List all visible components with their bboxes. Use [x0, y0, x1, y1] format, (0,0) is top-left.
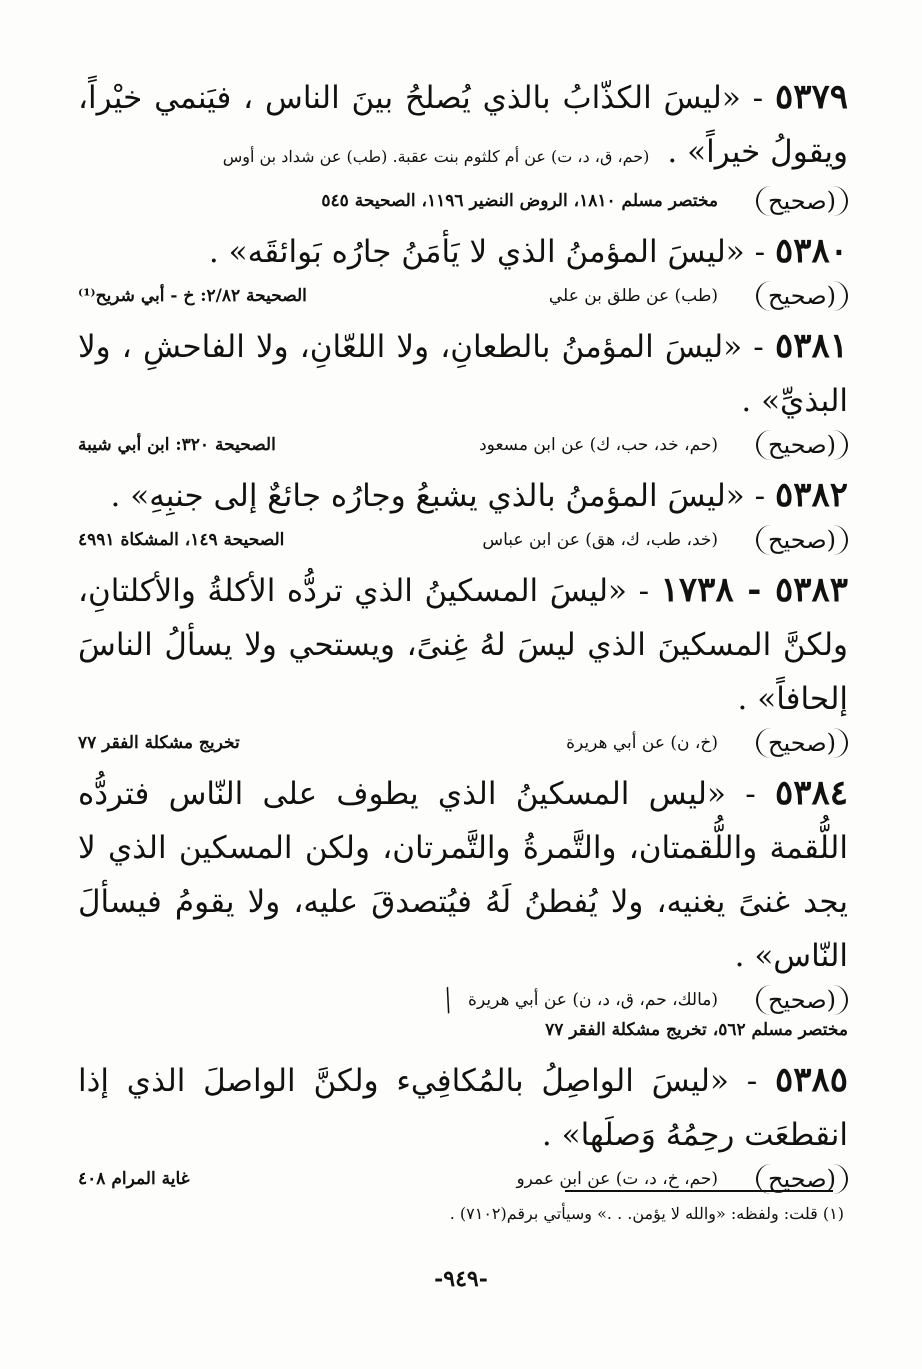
- hadith-entry-5379: ٥٣٧٩ - «ليسَ الكذّابُ بالذي يُصلحُ بينَ الناس ، فيَنمي خيْراً، ويقولُ خيراً» .(حم، ق، د، ت) عن أم كلثوم بنت عقبة. (طب) عن شداد بن أوس (صحيح مختصر مسلم ١٨١٠، الروض النضير ١١٩٦، الصحيحة ٥٤٥: [78, 77, 848, 215]
- hadith-text: «ليسَ المسكينُ الذي تردُّه الأكلةُ والأكلتانِ، ولكنَّ المسكينَ الذي ليسَ لهُ غِنىً، ويستحي ولا يسألُ الناسَ إلحافاً» .: [78, 573, 848, 717]
- hadith-number: ٥٣٨٢: [774, 475, 848, 515]
- hadith-text: «ليس المسكينُ الذي يطوف على النّاس فتردُّه اللُّقمة واللُّقمتان، والتَّمرةُ والتَّمرتان، ولكن المسكين الذي لا يجد غنىً يغنيه، ولا يُفطنُ لَهُ فيُتصدقَ عليه، ولا يقومُ فيسألَ النّاس» .: [78, 776, 848, 974]
- hadith-reference: مختصر مسلم ١٨١٠، الروض النضير ١١٩٦، الصحيحة ٥٤٥: [321, 191, 719, 211]
- hadith-entry-5384: ٥٣٨٤ - «ليس المسكينُ الذي يطوف على النّاس فتردُّه اللُّقمة واللُّقمتان، والتَّمرةُ والتَّمرتان، ولكن المسكين الذي لا يجد غنىً يغنيه، ولا يُفطنُ لَهُ فيُتصدقَ عليه، ولا يقومُ فيسألَ النّاس» . (صحيح (مالك، حم، ق، د، ن) عن أبي هريرة ╱ مختصر مسلم ٥٦٢، تخريج مشكلة الفقر ٧٧: [78, 766, 848, 1045]
- hadith-text: «ليسَ الكذّابُ بالذي يُصلحُ بينَ الناس ، فيَنمي خيْراً، ويقولُ خيراً» .: [78, 80, 848, 170]
- grade-label: (صحيح: [756, 1164, 848, 1194]
- hadith-number: ٥٣٧٩: [774, 77, 848, 117]
- hadith-text: «ليسَ المؤمنُ بالطعانِ، ولا اللعّانِ، ولا الفاحشِ ، ولا البذيِّ» .: [78, 329, 848, 419]
- grade-label: (صحيح: [756, 281, 848, 311]
- hadith-source: (حم، خ، د، ت) عن ابن عمرو: [516, 1169, 719, 1189]
- pen-mark-icon: ╱: [436, 986, 460, 1014]
- footnote-divider: [565, 1190, 833, 1192]
- grade-label: (صحيح: [756, 430, 848, 460]
- hadith-source: (حم، خد، حب، ك) عن ابن مسعود: [479, 435, 719, 455]
- grade-label: (صحيح: [756, 186, 848, 216]
- hadith-reference: مختصر مسلم ٥٦٢، تخريج مشكلة الفقر ٧٧: [545, 1020, 848, 1040]
- hadith-text: «ليسَ المؤمنُ بالذي يشبعُ وجارُه جائعٌ إلى جنبِهِ» .: [110, 478, 745, 514]
- hadith-entry-5382: ٥٣٨٢ - «ليسَ المؤمنُ بالذي يشبعُ وجارُه جائعٌ إلى جنبِهِ» . (صحيح (خد، طب، ك، هق) عن ابن عباس الصحيحة ١٤٩، المشكاة ٤٩٩١: [78, 475, 848, 554]
- grade-label: (صحيح: [756, 985, 848, 1015]
- hadith-source: (خ، ن) عن أبي هريرة: [566, 733, 719, 753]
- page-number: -٩٤٩-: [434, 1266, 488, 1292]
- hadith-source: (مالك، حم، ق، د، ن) عن أبي هريرة: [468, 990, 719, 1010]
- hadith-text: «ليسَ الواصِلُ بالمُكافِيء ولكنَّ الواصلَ الذي إذا انقطعَت رحِمُهُ وَصلَها» .: [78, 1063, 848, 1153]
- hadith-reference: تخريج مشكلة الفقر ٧٧: [78, 733, 240, 753]
- page-body: [78, 70, 848, 1202]
- hadith-entry-5380: ٥٣٨٠ - «ليسَ المؤمنُ الذي لا يَأمَنُ جارُه بَوائقَه» . (صحيح (طب) عن طلق بن علي الصحيحة ٢/٨٢: خ - أبي شريح⁽¹⁾: [78, 231, 848, 310]
- hadith-entry-5383: ٥٣٨٣ - ١٧٣٨ - «ليسَ المسكينُ الذي تردُّه الأكلةُ والأكلتانِ، ولكنَّ المسكينَ الذي ليسَ لهُ غِنىً، ويستحي ولا يسألُ الناسَ إلحافاً» . (صحيح (خ، ن) عن أبي هريرة تخريج مشكلة الفقر ٧٧: [78, 570, 848, 757]
- footnote: (١) قلت: ولفظه: «والله لا يؤمن. . .» وسيأتي برقم(٧١٠٢) .: [449, 1204, 844, 1223]
- hadith-source: (طب) عن طلق بن علي: [548, 286, 719, 306]
- hadith-number: ٥٣٨٤: [774, 773, 849, 813]
- hadith-reference: الصحيحة ٣٢٠: ابن أبي شيبة: [78, 435, 276, 455]
- hadith-reference: الصحيحة ١٤٩، المشكاة ٤٩٩١: [78, 530, 285, 550]
- grade-label: (صحيح: [756, 525, 848, 555]
- hadith-number: ٥٣٨٥: [774, 1060, 848, 1100]
- hadith-source: (خد، طب، ك، هق) عن ابن عباس: [482, 530, 719, 550]
- hadith-entry-5381: ٥٣٨١ - «ليسَ المؤمنُ بالطعانِ، ولا اللعّانِ، ولا الفاحشِ ، ولا البذيِّ» . (صحيح (حم، خد، حب، ك) عن ابن مسعود الصحيحة ٣٢٠: ابن أبي شيبة: [78, 326, 848, 459]
- hadith-number: ٥٣٨٣ - ١٧٣٨: [660, 570, 848, 610]
- hadith-text: «ليسَ المؤمنُ الذي لا يَأمَنُ جارُه بَوائقَه» .: [208, 234, 745, 270]
- hadith-number: ٥٣٨١: [774, 326, 848, 366]
- hadith-reference: الصحيحة ٢/٨٢: خ - أبي شريح⁽¹⁾: [78, 286, 307, 306]
- hadith-source: (حم، ق، د، ت) عن أم كلثوم بنت عقبة. (طب) عن شداد بن أوس: [222, 147, 650, 166]
- hadith-reference: غاية المرام ٤٠٨: [78, 1169, 190, 1189]
- hadith-entry-5385: ٥٣٨٥ - «ليسَ الواصِلُ بالمُكافِيء ولكنَّ الواصلَ الذي إذا انقطعَت رحِمُهُ وَصلَها» . (صحيح (حم، خ، د، ت) عن ابن عمرو غاية المرام ٤٠٨: [78, 1060, 848, 1193]
- hadith-number: ٥٣٨٠: [774, 231, 848, 271]
- grade-label: (صحيح: [756, 728, 848, 758]
